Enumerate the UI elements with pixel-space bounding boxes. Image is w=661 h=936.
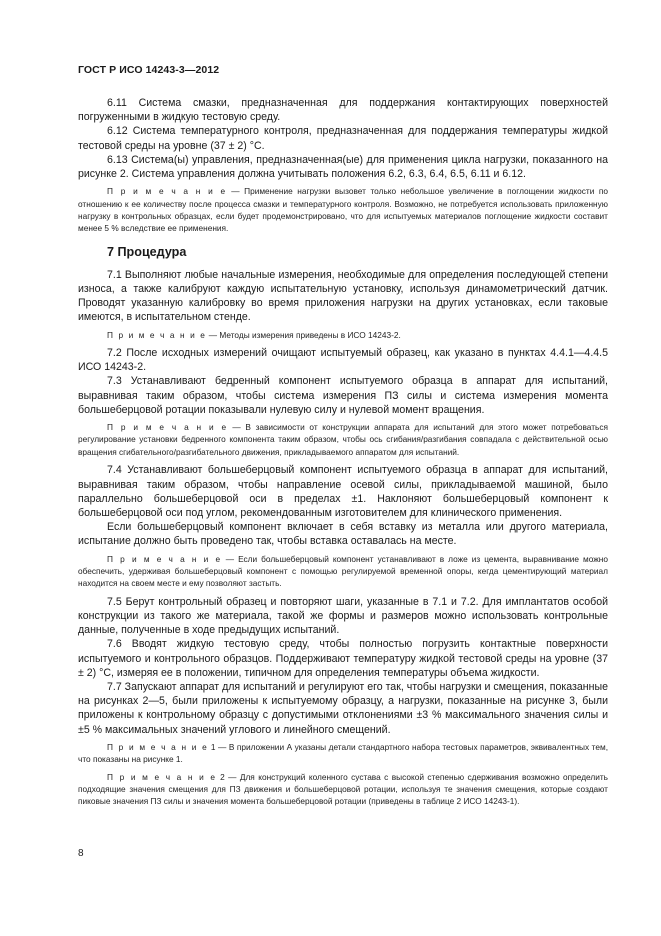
note-6 bbox=[78, 771, 608, 808]
note-label: П р и м е ч а н и е bbox=[107, 329, 207, 340]
note-text: — Применение нагрузки вызовет только небольшое увеличение в поглощении жидкости по отношению к ее количеству после процесса смазки и температурного контроля. Возможно, не потребуется использовать приложенную нагрузку в контрольных образцах, если будет продемонстрировано, что для испытуемых материалов поглощение жидкости составит менее 5 % вследствие ее применения. bbox=[78, 186, 608, 234]
note-5 bbox=[78, 741, 608, 766]
paragraph-7-4-insert: Если большеберцовый компонент включает в себя вставку из металла или другого материала, испытание должно быть проведено так, чтобы вставка оставалась на месте. bbox=[78, 521, 608, 548]
paragraph-7-4: 7.4 Устанавливают большеберцовый компонент испытуемого образца в аппарат для испытаний, выравнивая таким образом, чтобы направление осевой силы, прикладываемой машиной, было параллельно большеберцовой оси в пределах ±1. Наклоняют большеберцовый компонент к большеберцовой оси под углом, рекомендованным изготовителем для клинического применения. bbox=[78, 464, 608, 519]
paragraph-7-3: 7.3 Устанавливают бедренный компонент испытуемого образца в аппарат для испытаний, выравнивая таким образом, чтобы система измерения ПЗ силы и система измерения момента большеберцовой ротации показывали нулевую силу и нулевой момент вращения. bbox=[78, 375, 608, 416]
note-3 bbox=[78, 421, 608, 458]
section-title: 7 Процедура bbox=[107, 244, 187, 259]
note-label: П р и м е ч а н и е bbox=[107, 771, 217, 782]
note-text: — Если большеберцовый компонент устанавливают в ложе из цемента, выравнивание можно обеспечить, удерживая большеберцовый компонент с помощью регулируемой временной опоры, кегда цементирующий материал находится на своем месте и ему позволяют застыть. bbox=[78, 553, 608, 589]
note-text: 1 — В приложении А указаны детали стандартного набора тестовых параметров, эквивалентных тем, что показаны на рисунке 1. bbox=[78, 741, 608, 765]
note-1 bbox=[78, 185, 608, 235]
document-header: ГОСТ Р ИСО 14243-3—2012 bbox=[78, 64, 220, 76]
note-label: П р и м е ч а н и е bbox=[107, 553, 222, 564]
note-text: — Методы измерения приведены в ИСО 14243-2. bbox=[208, 329, 401, 340]
note-text: 2 — Для конструкций коленного сустава с высокой степенью сдерживания возможно определить подходящие значения смещения для ПЗ движения и большеберцовой ротации, используя те значения смещения, которые создают пиковые значения ПЗ силы и значения момента большеберцовой ротации (приведены в таблице 2 ИСО 14243-1). bbox=[78, 771, 608, 807]
paragraph-7-2: 7.2 После исходных измерений очищают испытуемый образец, как указано в пунктах 4.4.1—4.4.5 ИСО 14243-2. bbox=[78, 347, 608, 374]
paragraph-6-12: 6.12 Система температурного контроля, предназначенная для поддержания температуры жидкой тестовой среды на уровне (37 ± 2) °С. bbox=[78, 125, 608, 152]
paragraph-7-1: 7.1 Выполняют любые начальные измерения, необходимые для определения последующей степени износа, а также калибруют каждую испытательную установку, используя динамометрический датчик. Проводят указанную калибровку во время приложения нагрузки на других установках, если таковые имеются, в испытательном стенде. bbox=[78, 268, 608, 324]
note-label: П р и м е ч а н и е bbox=[107, 741, 209, 752]
paragraph-7-7: 7.7 Запускают аппарат для испытаний и регулируют его так, чтобы нагрузки и смещения, показанные на рисунках 2—5, были приложены к испытуемому образцу, а нагрузки, показанные на рисунке 3, были приложены к контрольному образцу с допустимыми отклонениями ±3 % максимального значения силы и ±5 % максимальных значений углового и линейного смещений. bbox=[78, 680, 608, 736]
note-2 bbox=[78, 329, 608, 341]
note-label: П р и м е ч а н и е bbox=[107, 422, 228, 433]
note-4 bbox=[78, 553, 608, 590]
note-text: — В зависимости от конструкции аппарата для испытаний для этого может потребоваться регулирование установки бедренного компонента таким образом, чтобы ось сгибания/разгибания совпадала с действительной осью вращения сгибательного/разгибательного движения, прикладываемого аппаратом для испытаний. bbox=[78, 422, 608, 457]
paragraph-6-11: 6.11 Система смазки, предназначенная для поддержания контактирующих поверхностей погруженными в жидкую тестовую среду. bbox=[78, 97, 608, 124]
paragraph-7-6: 7.6 Вводят жидкую тестовую среду, чтобы полностью погрузить контактные поверхности испытуемого и контрольного образцов. Поддерживают температуру жидкой тестовой среды на уровне (37 ± 2) °С, измеряя ее в положении, типичном для определения температуры объема жидкости. bbox=[78, 638, 608, 679]
paragraph-6-13: 6.13 Система(ы) управления, предназначенная(ые) для применения цикла нагрузки, показанного на рисунке 2. Система управления должна учитывать положения 6.2, 6.3, 6.4, 6.5, 6.11 и 6.12. bbox=[78, 153, 608, 181]
paragraph-7-5: 7.5 Берут контрольный образец и повторяют шаги, указанные в 7.1 и 7.2. Для имплантатов особой конструкции из такого же материала, такой же формы и размеров можно использовать контрольные данные, полученные в ходе предыдущих испытаний. bbox=[78, 595, 608, 637]
page-number: 8 bbox=[78, 848, 84, 859]
document-body bbox=[78, 96, 608, 813]
note-label: П р и м е ч а н и е bbox=[107, 186, 227, 197]
